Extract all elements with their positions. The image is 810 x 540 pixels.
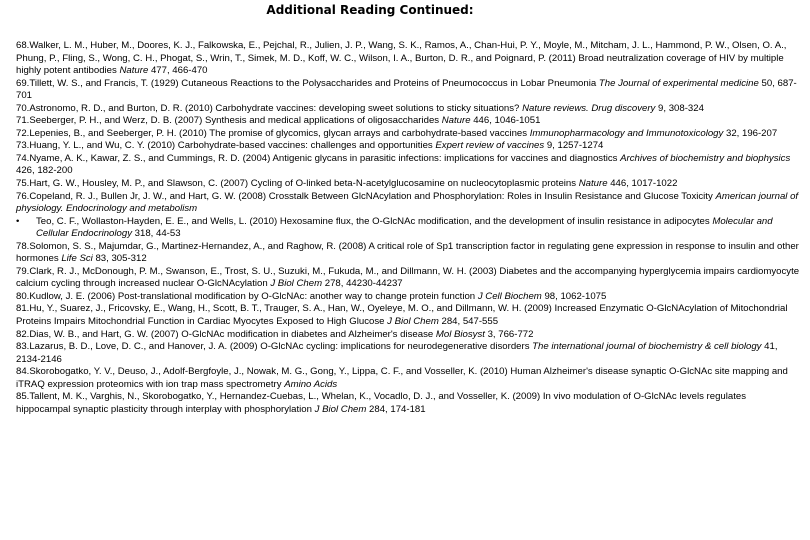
reference-pages: 278, 44230-44237 [322, 278, 403, 290]
reference-text: 69.Tillett, W. S., and Francis, T. (1929) Cutaneous Reactions to the Polysaccharides and Proteins of Pneumococcus in Lobar Pneumonia [16, 77, 599, 89]
reference-text: 82.Dias, W. B., and Hart, G. W. (2007) O-GlcNAc modification in diabetes and Alzheimer's disease [16, 328, 436, 340]
reference-text: 71.Seeberger, P. H., and Werz, D. B. (2007) Synthesis and medical applications of oligosaccharides [16, 115, 442, 127]
reference-journal: J Cell Biochem [477, 290, 542, 302]
reference-pages: 3, 766-772 [484, 328, 534, 340]
reference-pages: 477, 466-470 [148, 65, 208, 77]
reference-text: 75.Hart, G. W., Housley, M. P., and Slawson, C. (2007) Cycling of O-linked beta-N-acetylglucosamine on nucleocytoplasmic proteins [16, 178, 579, 190]
page-title: Additional Reading Continued: [266, 3, 474, 17]
reference-journal: Nature [119, 65, 149, 77]
reference-text: Teo, C. F., Wollaston-Hayden, E. E., and Wells, L. (2010) Hexosamine flux, the O-GlcNAc modification, and the development of insulin resistance in adipocytes [36, 215, 713, 227]
reference-journal: Life Sci [61, 253, 93, 265]
reference-entry [16, 291, 802, 304]
reference-pages: 446, 1017-1022 [607, 178, 678, 190]
reference-pages: 318, 44-53 [132, 228, 181, 240]
reference-journal: Expert review of vaccines [435, 140, 545, 152]
reference-journal: J Biol Chem [314, 403, 367, 415]
reference-journal: Mol Biosyst [435, 328, 485, 340]
reference-entry [16, 241, 802, 266]
reference-text: 70.Astronomo, R. D., and Burton, D. R. (2010) Carbohydrate vaccines: developing sweet solutions to sticky situations? [16, 102, 523, 114]
reference-text: 83.Lazarus, B. D., Love, D. C., and Hanover, J. A. (2009) O-GlcNAc cycling: implications for neurodegenerative disorders [16, 341, 533, 353]
reference-entry [16, 216, 802, 241]
reference-pages: 98, 1062-1075 [541, 290, 607, 302]
reference-pages: 9, 1257-1274 [544, 140, 604, 152]
reference-journal: J Biol Chem [270, 278, 323, 290]
reference-text: 84.Skorobogatko, Y. V., Deuso, J., Adolf-Bergfoyle, J., Nowak, M. G., Gong, Y., Lippa, C. F., and Vosseller, K. (2010) Human Alzheimer's disease synaptic O-GlcNAc site mapping and iTRAQ expression proteomics with ion trap mass spectrometry [16, 366, 788, 390]
reference-pages: 41, 2134-2146 [16, 341, 778, 365]
reference-text: 78.Solomon, S. S., Majumdar, G., Martinez-Hernandez, A., and Raghow, R. (2008) A critical role of Sp1 transcription factor in regulating gene expression in response to insulin and other hormones [16, 240, 799, 265]
reference-journal: American journal of physiology. Endocrinology and metabolism [16, 190, 799, 215]
reference-text: 81.Hu, Y., Suarez, J., Fricovsky, E., Wang, H., Scott, B. T., Trauger, S. A., Han, W., Oyeleye, M. O., and Dillmann, W. H. (2009) Increased Enzymatic O-GlcNAcylation of Mitochondrial Proteins Impairs Mitochondrial Function in Cardiac Myocytes Exposed to High Glucose [16, 303, 788, 328]
reference-list [16, 40, 802, 416]
reference-text: 80.Kudlow, J. E. (2006) Post-translational modification by O-GlcNAc: another way to change protein function [16, 290, 478, 302]
reference-pages: 83, 305-312 [92, 253, 147, 265]
reference-entry [16, 303, 802, 328]
reference-text: 79.Clark, R. J., McDonough, P. M., Swanson, E., Trost, S. U., Suzuki, M., Fukuda, M., and Dillmann, W. H. (2003) Diabetes and the accompanying hyperglycemia impairs cardiomyocyte calcium cycling through increased nuclear O-GlcNAcylation [16, 265, 800, 290]
reference-pages: 284, 547-555 [438, 316, 499, 328]
reference-journal: Immunopharmacology and Immunotoxicology [529, 127, 724, 139]
reference-entry [16, 266, 802, 291]
reference-pages: 9, 308-324 [655, 102, 704, 114]
reference-text: 73.Huang, Y. L., and Wu, C. Y. (2010) Carbohydrate-based vaccines: challenges and opportunities [16, 140, 436, 152]
reference-journal: Nature reviews. Drug discovery [522, 102, 656, 114]
reference-entry [16, 40, 802, 78]
reference-entry [16, 178, 802, 191]
reference-text: 76.Copeland, R. J., Bullen Jr, J. W., and Hart, G. W. (2008) Crosstalk Between GlcNAcylation and Phosphorylation: Roles in Insulin Resistance and Glucose Toxicity [16, 190, 716, 202]
reference-text: 85.Tallent, M. K., Varghis, N., Skorobogatko, Y., Hernandez-Cuebas, L., Whelan, K., Vocadlo, D. J., and Vosseller, K. (2009) In vivo modulation of O-GlcNAc levels regulates hippocampal synaptic plasticity through interplay with phosphorylation [16, 391, 747, 415]
reference-journal: The Journal of experimental medicine [598, 77, 759, 89]
reference-entry [16, 391, 802, 416]
reference-entry [16, 341, 802, 366]
reference-entry [16, 115, 802, 128]
reference-pages: 446, 1046-1051 [470, 115, 541, 127]
bullet-icon: • [16, 215, 20, 227]
reference-entry [16, 103, 802, 116]
reference-entry [16, 128, 802, 141]
reference-pages: 32, 196-207 [723, 127, 778, 139]
reference-journal: Nature [578, 178, 608, 190]
reference-entry [16, 78, 802, 103]
reference-text: 74.Nyame, A. K., Kawar, Z. S., and Cummings, R. D. (2004) Antigenic glycans in parasitic infections: implications for vaccines and diagnostics [16, 152, 621, 164]
reference-journal: Nature [441, 115, 471, 127]
reference-entry [16, 153, 802, 178]
reference-journal: J Biol Chem [387, 316, 439, 328]
reference-text: 72.Lepenies, B., and Seeberger, P. H. (2010) The promise of glycomics, glycan arrays and carbohydrate-based vaccines [16, 127, 530, 139]
reference-journal: The international journal of biochemistry & cell biology [532, 341, 762, 353]
reference-entry [16, 366, 802, 391]
reference-journal: Amino Acids [284, 378, 338, 390]
reference-entry [16, 191, 802, 216]
reference-pages: 50, 687-701 [16, 77, 797, 102]
reference-pages: 426, 182-200 [16, 165, 73, 177]
reference-entry [16, 329, 802, 342]
reference-pages: 284, 174-181 [366, 403, 426, 415]
reference-journal: Molecular and Cellular Endocrinology [36, 215, 773, 240]
reference-entry [16, 140, 802, 153]
reference-text: 68.Walker, L. M., Huber, M., Doores, K. J., Falkowska, E., Pejchal, R., Julien, J. P., Wang, S. K., Ramos, A., Chan-Hui, P. Y., Moyle, M., Mitcham, J. L., Hammond, P. W., Olsen, O. A., Phung, P., Fling, S., Wong, C. H., Phogat, S., Wrin, T., Simek, M. D., Koff, W. C., Wilson, I. A., Burton, D. R., and Poignard, P. (2011) Broad neutralization coverage of HIV by multiple highly potent antibodies [16, 40, 787, 77]
reference-journal: Archives of biochemistry and biophysics [620, 152, 791, 164]
